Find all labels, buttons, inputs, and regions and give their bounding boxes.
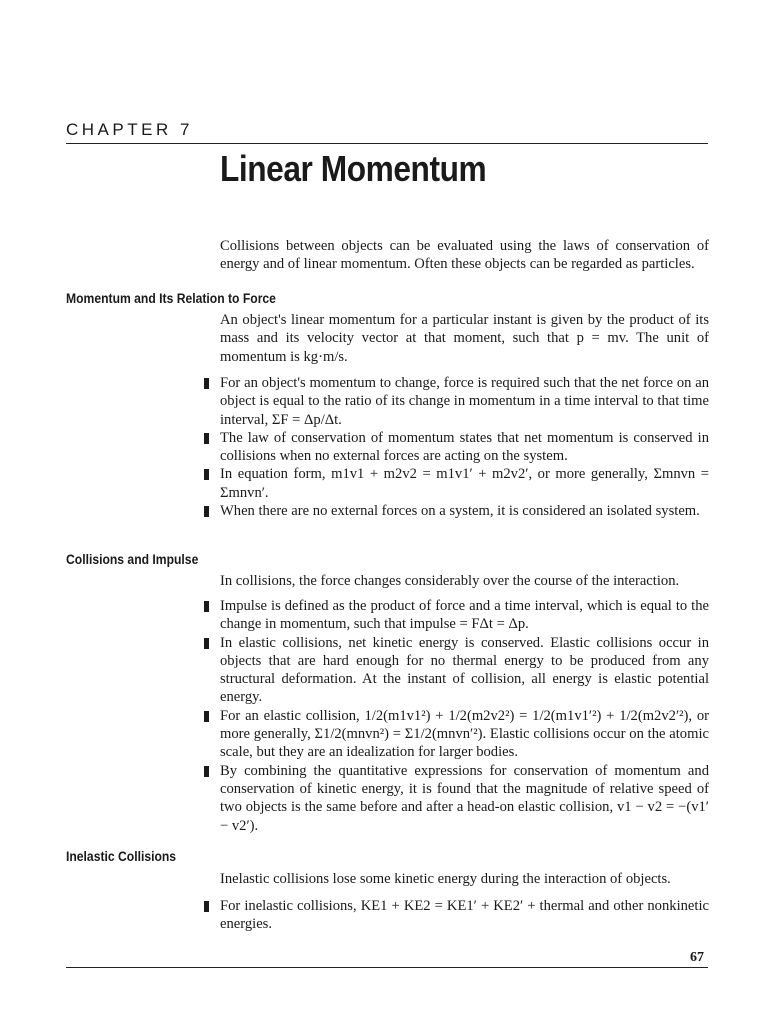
bullet-icon xyxy=(204,711,209,722)
intro-paragraph: Collisions between objects can be evaluated using the laws of conservation of energy and of linear momentum. Often these objects can be regarded as particles. xyxy=(220,238,709,273)
section-heading-momentum: Momentum and Its Relation to Force xyxy=(66,291,276,306)
bullet-icon xyxy=(204,506,209,517)
list-item: The law of conservation of momentum states that net momentum is conserved in collisions when no external forces are acting on the system. xyxy=(220,429,709,466)
list-item: When there are no external forces on a system, it is considered an isolated system. xyxy=(220,502,709,520)
list-item: In elastic collisions, net kinetic energy is conserved. Elastic collisions occur in objects that are hard enough for no thermal energy to be produced from any structural deformation. At the instant of collision, all energy is elastic potential energy. xyxy=(220,634,709,707)
footer-rule xyxy=(66,967,708,968)
bullet-list-collisions xyxy=(220,597,709,835)
chapter-rule xyxy=(66,143,708,144)
section-heading-collisions: Collisions and Impulse xyxy=(66,552,199,567)
section-paragraph-collisions: In collisions, the force changes considerably over the course of the interaction. xyxy=(220,573,680,589)
section-heading-inelastic: Inelastic Collisions xyxy=(66,849,177,864)
list-item: For an elastic collision, 1/2(m1v1²) + 1/2(m2v2²) = 1/2(m1v1′²) + 1/2(m2v2′²), or more generally, Σ1/2(mnvn²) = Σ1/2(mnvn′²). Elastic collisions occur on the atomic scale, but they are an idealization for larger bodies. xyxy=(220,707,709,762)
page-title: Linear Momentum xyxy=(220,148,487,189)
list-item: In equation form, m1v1 + m2v2 = m1v1′ + m2v2′, or more generally, Σmnvn = Σmnvn′. xyxy=(220,465,709,502)
bullet-icon xyxy=(204,433,209,444)
list-item: Impulse is defined as the product of force and a time interval, which is equal to the change in momentum, such that impulse = FΔt = Δp. xyxy=(220,597,709,634)
bullet-list-inelastic xyxy=(220,897,709,934)
list-item: By combining the quantitative expressions for conservation of momentum and conservation of kinetic energy, it is found that the magnitude of relative speed of two objects is the same before and after a head-on elastic collision, v1 − v2 = −(v1′ − v2′). xyxy=(220,762,709,835)
bullet-icon xyxy=(204,378,209,389)
section-paragraph-momentum: An object's linear momentum for a particular instant is given by the product of its mass and its velocity vector at that moment, such that p = mv. The unit of momentum is kg·m/s. xyxy=(220,312,709,365)
section-paragraph-inelastic: Inelastic collisions lose some kinetic energy during the interaction of objects. xyxy=(220,871,671,887)
bullet-icon xyxy=(204,469,209,480)
bullet-icon xyxy=(204,638,209,649)
bullet-icon xyxy=(204,601,209,612)
chapter-label: CHAPTER 7 xyxy=(66,120,193,139)
bullet-icon xyxy=(204,901,209,912)
page-number: 67 xyxy=(690,950,704,965)
bullet-list-momentum xyxy=(220,374,709,520)
list-item: For an object's momentum to change, force is required such that the net force on an object is equal to the ratio of its change in momentum in a time interval to that time interval, ΣF = Δp/Δt. xyxy=(220,374,709,429)
bullet-icon xyxy=(204,766,209,777)
list-item: For inelastic collisions, KE1 + KE2 = KE1′ + KE2′ + thermal and other nonkinetic energies. xyxy=(220,897,709,934)
